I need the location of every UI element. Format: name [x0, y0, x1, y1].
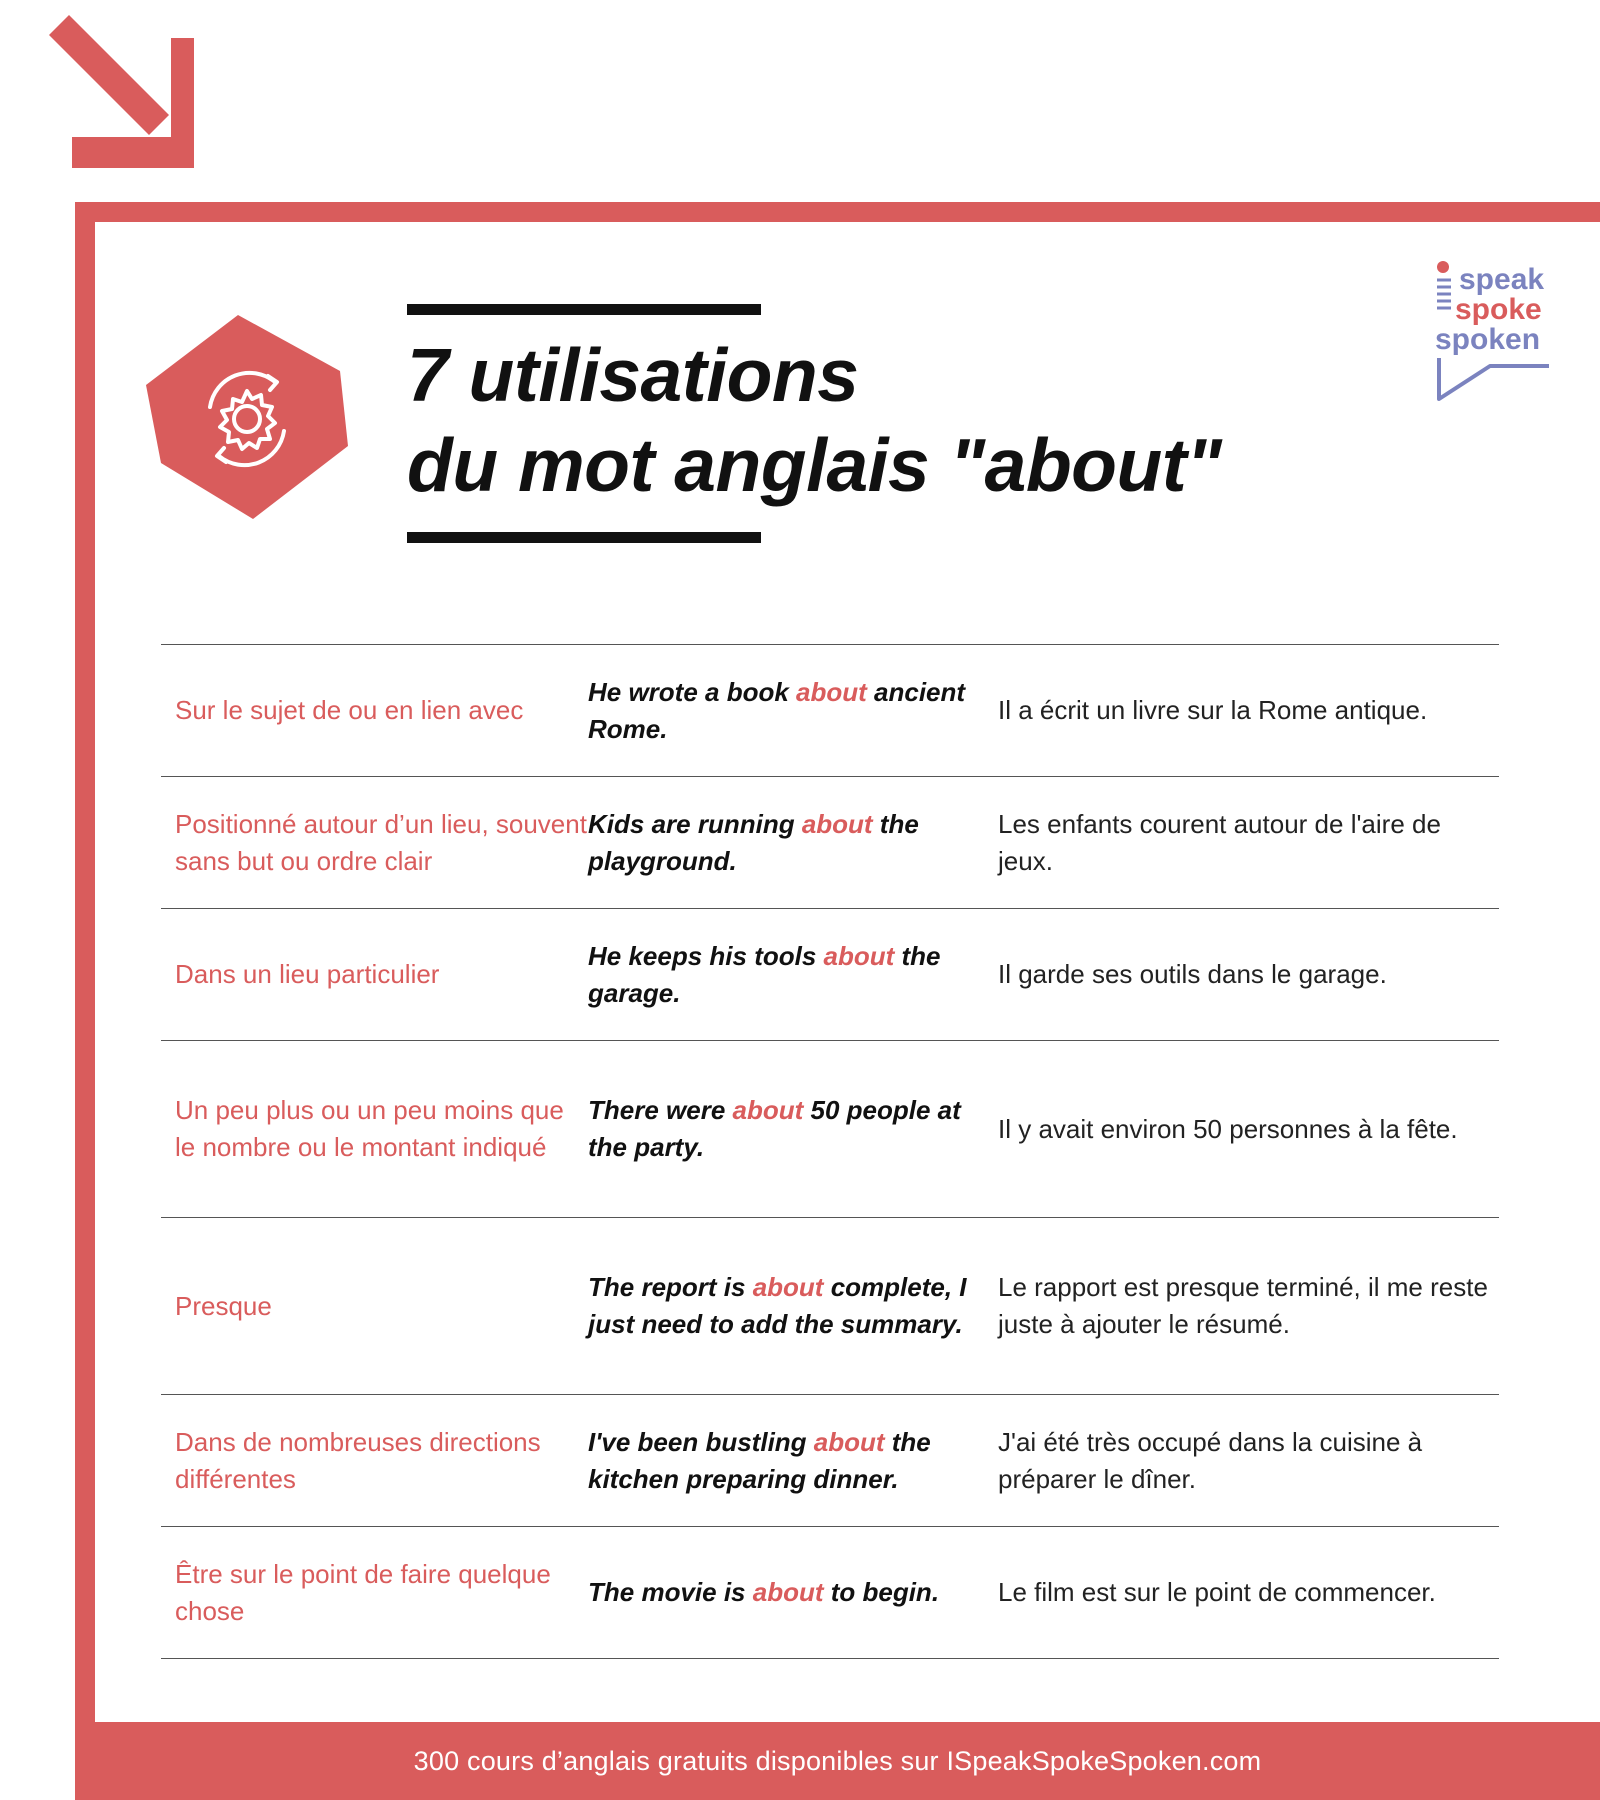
- table-row: [161, 1218, 1499, 1395]
- translation-cell: Il y avait environ 50 personnes à la fête.: [998, 1113, 1458, 1144]
- example-cell: [588, 1574, 998, 1611]
- example-text: There were: [588, 1095, 733, 1125]
- usage-table: [161, 644, 1499, 1659]
- table-row: [161, 1041, 1499, 1218]
- meaning-cell: Positionné autour d’un lieu, souvent sans but ou ordre clair: [175, 808, 587, 876]
- example-text: I've been bustling: [588, 1426, 814, 1457]
- example-text: the kitchen preparing dinner.: [588, 1426, 931, 1494]
- translation-cell: Le rapport est presque terminé, il me reste juste à ajouter le résumé.: [998, 1272, 1488, 1339]
- title-bar-bottom: [407, 532, 761, 543]
- title-line-2: du mot anglais "about": [407, 423, 1222, 507]
- title-line-1: 7 utilisations: [407, 333, 859, 417]
- translation-cell: Il a écrit un livre sur la Rome antique.: [998, 695, 1428, 725]
- example-text: ancient Rome.: [588, 676, 966, 744]
- example-text: complete, I just need to add the summary.: [588, 1272, 967, 1339]
- arrow-down-right-icon: [44, 10, 204, 170]
- example-text: He wrote a book: [588, 676, 797, 707]
- meaning-cell: Presque: [175, 1290, 272, 1321]
- content-card: [95, 222, 1600, 1722]
- gear-refresh-icon: [142, 315, 352, 525]
- example-text: the garage.: [588, 940, 941, 1008]
- meaning-cell: Un peu plus ou un peu moins que le nombre ou le montant indiqué: [175, 1095, 564, 1162]
- translation-cell: J'ai été très occupé dans la cuisine à préparer le dîner.: [998, 1426, 1423, 1494]
- example-keyword: about: [752, 1272, 824, 1302]
- example-keyword: about: [813, 1426, 885, 1457]
- meaning-cell: Dans un lieu particulier: [175, 959, 440, 989]
- brand-logo: [1435, 254, 1565, 414]
- example-text: The movie is: [588, 1577, 753, 1607]
- table-row: [161, 645, 1499, 777]
- logo-word-speak: speak: [1459, 263, 1545, 296]
- page-frame: [75, 202, 1600, 1800]
- example-text: Kids are running: [588, 808, 802, 839]
- example-cell: [588, 1092, 998, 1166]
- example-text: the playground.: [588, 808, 919, 876]
- example-keyword: about: [732, 1095, 804, 1125]
- translation-cell: Les enfants courent autour de l'aire de jeux.: [998, 808, 1441, 876]
- table-row: [161, 777, 1499, 909]
- meaning-cell: Dans de nombreuses directions différentes: [175, 1426, 541, 1494]
- example-text: 50 people at the party.: [588, 1095, 961, 1162]
- title-bar-top: [407, 304, 761, 315]
- meaning-cell: Être sur le point de faire quelque chose: [175, 1558, 551, 1626]
- example-keyword: about: [801, 808, 873, 839]
- example-text: The report is: [588, 1272, 753, 1302]
- logo-word-spoken: spoken: [1435, 323, 1541, 356]
- footer-text: 300 cours d’anglais gratuits disponibles sur ISpeakSpokeSpoken.com: [413, 1745, 1262, 1776]
- example-cell: [588, 1269, 998, 1343]
- example-cell: [588, 938, 998, 1012]
- example-cell: [588, 806, 998, 880]
- meaning-cell: Sur le sujet de ou en lien avec: [175, 695, 524, 725]
- table-row: [161, 1395, 1499, 1527]
- example-keyword: about: [752, 1577, 824, 1607]
- example-text: to begin.: [823, 1577, 940, 1607]
- example-keyword: about: [823, 940, 895, 971]
- example-keyword: about: [796, 676, 867, 707]
- logo-word-spoke: spoke: [1455, 293, 1542, 326]
- example-text: He keeps his tools: [588, 940, 824, 971]
- table-row: [161, 909, 1499, 1041]
- footer-banner: [75, 1722, 1600, 1800]
- example-cell: [588, 1424, 998, 1498]
- translation-cell: Le film est sur le point de commencer.: [998, 1577, 1436, 1607]
- translation-cell: Il garde ses outils dans le garage.: [998, 959, 1387, 989]
- table-row: [161, 1527, 1499, 1659]
- page-title: [407, 330, 1221, 510]
- example-cell: [588, 674, 998, 748]
